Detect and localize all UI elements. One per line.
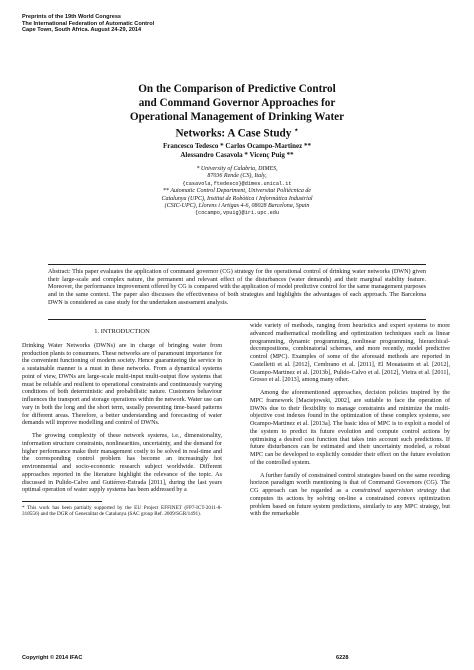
right-p3-emphasis: constrained supervision strategy <box>351 488 437 494</box>
footer-copyright: Copyright © 2014 IFAC <box>22 655 83 661</box>
footnote-rule <box>22 501 102 502</box>
right-paragraph-1: wide variety of methods, ranging from heuristics and expert systems to more advanced mathematical modelling and optimization techniques such as linear programming, dynamic programming, nonlinear programming, hierarchical-decompositions, combinatorial schemes, and more recently, model predictive control (MPC). Examples of some of the aforesaid methods are reported in Castelletti et al. [2012], Cembrano et al. [2011], El Mouatasim et al. [2012], Ocampo-Martinez et al. [2013b], Pulido-Calvo et al. [2012], Vieira et al. [2011], Grosso et al. [2013], among many other. <box>250 323 450 384</box>
title-line-1: On the Comparison of Predictive Control <box>138 83 336 95</box>
affil-1-line-1: * University of Calabria, DIMES, <box>196 166 278 172</box>
footer-page-number: 6228 <box>336 655 349 661</box>
affil-2-line-2: Catalunya (UPC), Institut de Robòtica i Informàtica Industrial <box>161 195 313 202</box>
header-line-1: Preprints of the 19th World Congress <box>22 14 122 20</box>
title-line-4 <box>60 124 414 142</box>
abstract-bottom-rule <box>48 319 426 320</box>
authors-line-1: Francesco Tedesco * Carlos Ocampo-Martinez ** <box>163 142 311 150</box>
affil-1-email: {casavola,ftedesco}@dimes.unical.it <box>182 180 292 187</box>
right-p3-post: that computes its actions by solving on-line a constrained convex optimization problem based on future system predictions, similarly to any MPC strategy, but with the remarkable <box>250 488 450 518</box>
authors <box>60 142 414 160</box>
affil-2-line-1: ** Automatic Control Department, Universitat Politècnica de <box>162 188 312 195</box>
affil-2-line-3: (CSIC-UPC), Llorens i Artigas 4-6, 08028 Barcelona, Spain <box>164 203 310 210</box>
right-paragraph-2: Among the aforementioned approaches, decision policies inspired by the MPC framework [Maciejowski, 2002], are suitable to face the operation of DWNs due to their flexibility to manage constraints and minimize the multi-objective cost indexes found in the optimization of these complex systems, see Ocampo-Martinez et al. [2013a]. The basic idea of MPC is to exploit a model of the system to predict its future evolution and compute control actions by optimising a desired cost function that takes into account such predictions. If future disturbances can be estimated and their uncertainty modeled, a robust MPC can be developed to explicitly consider their effect on the future evolution of the controlled system. <box>250 390 450 466</box>
title-line-2: and Command Governor Approaches for <box>138 96 336 109</box>
abstract-top-rule <box>48 264 426 265</box>
right-paragraph-3 <box>250 473 450 520</box>
conference-header <box>22 14 154 34</box>
header-line-3: Cape Town, South Africa. August 24-29, 2014 <box>22 27 142 34</box>
affiliations <box>60 166 414 218</box>
section-heading-introduction: 1. INTRODUCTION <box>94 328 150 335</box>
abstract: Abstract: This paper evaluates the application of command governor (CG) strategy for the operational control of drinking water networks (DWN) given their large-scale and complex nature, the permanent and relevant effect of the disturbances (water demands) and their marginal stability feature. Moreover, the performance improvement offered by CG is compared with the application of model predictive control for the same management purposes and in the same context. The paper also discusses the effectiveness of both strategies and highlights the advantages of each approach. The Barcelona DWN is considered as case study for the undertaken assessment analysis. <box>48 269 426 306</box>
right-p3-pre: A further family of constrained control strategies based on the same receding horizon paradigm worth mentioning is that of Command Governors (CG). The CG approach can be regarded as a <box>250 472 450 494</box>
paper-title <box>60 83 414 142</box>
title-line-3: Operational Management of Drinking Water <box>129 110 345 123</box>
title-star: ⋆ <box>294 126 299 135</box>
title-line-4-text: Networks: A Case Study <box>175 128 292 141</box>
affil-2-email: {cocampo,vpuig}@iri.upc.edu <box>194 210 280 217</box>
authors-line-2: Alessandro Casavola * Vicenç Puig ** <box>180 151 294 159</box>
intro-paragraph-1: Drinking Water Networks (DWNs) are in charge of bringing water from production plants to consumers. These networks are of paramount importance for the convenient functioning of modern society. Hence guaranteeing the service in a sustainable manner is a must in these networks. From a dynamical systems point of view, DWNs are large-scale multi-input multi-output flow systems that must be reliable and resilient to operational constraints and continuously varying conditions of both deterministic and probabilistic nature. Customers behaviour influences the transport and storage operations within the network. Water use can vary in both the long and the short term, usually presenting time-based patterns for different areas. Therefore, a better understanding and forecasting of water demands will improve modelling and control of DWNs. <box>22 342 222 427</box>
right-column <box>250 323 450 524</box>
left-column <box>22 322 222 518</box>
affil-1-line-2: 87036 Rende (CS), Italy, <box>207 173 267 180</box>
intro-paragraph-2: The growing complexity of these network systems, i.e., dimensionality, information structure constraints, nonlinearities, uncertainty, and the demand for higher performance make their management costly to be solved in real-time and the corresponding control problem has become an increasingly hot environmental and socio-economic research subject worldwide. Different approaches reported in the literature highlight the relevance of the topic. As discussed in Pulido-Calvo and Gutiérrez-Estrada [2011], during the last years optimal operation of water supply systems has been addressed by a <box>22 433 222 494</box>
header-line-2: The International Federation of Automatic Control <box>22 20 155 27</box>
funding-footnote: * This work has been partially supported by the EU Project EFFINET (FP7-ICT-2011-8-318556) and the DGR of Generalitat de Catalunya (SAC group Ref. 2009/SGR/1491). <box>22 505 222 518</box>
